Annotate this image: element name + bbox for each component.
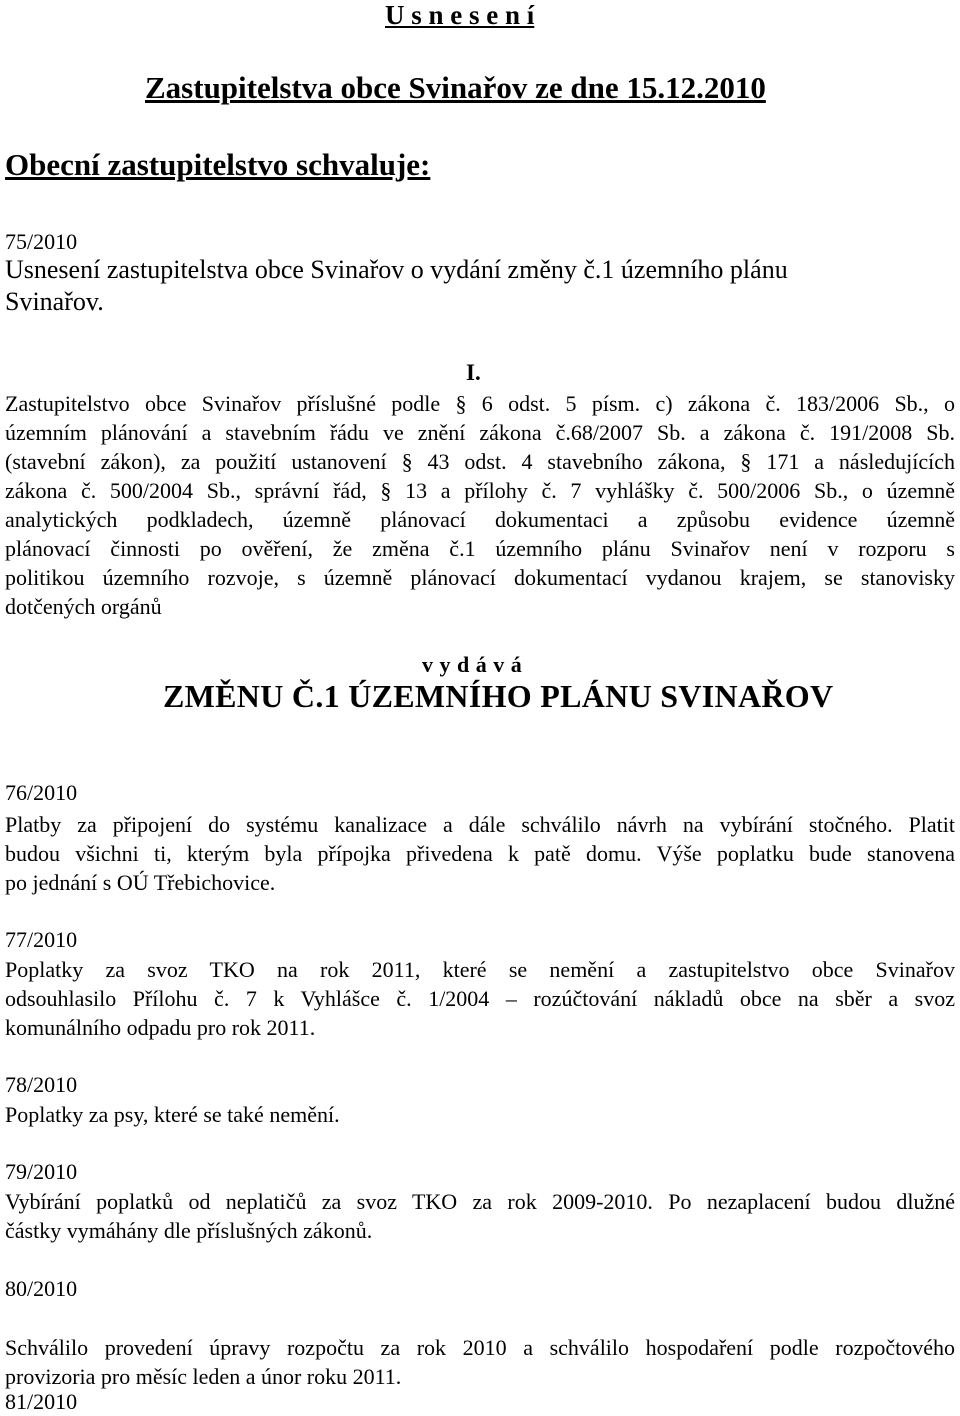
resolution-number-80: 80/2010 xyxy=(5,1276,78,1301)
resolution-75-heading-line1: Usnesení zastupitelstva obce Svinařov o vydání změny č.1 územního plánu xyxy=(5,255,788,284)
resolution-76-line: budou všichni ti, kterým byla přípojka přivedena k patě domu. Výše poplatku bude stanovena xyxy=(5,841,955,866)
roman-numeral: I. xyxy=(466,360,481,385)
resolution-75-line: politikou územního rozvoje, s územně plánovací dokumentací vydanou krajem, se stanovisky xyxy=(5,565,955,590)
resolution-77-line: odsouhlasilo Přílohu č. 7 k Vyhlášce č. 1/2004 – rozúčtování nákladů obce na sběr a svoz xyxy=(5,986,955,1011)
resolution-number-77: 77/2010 xyxy=(5,927,78,952)
resolution-75-line: analytických podkladech, územně plánovací dokumentaci a způsobu evidence územně xyxy=(5,507,955,532)
resolution-75-line: územním plánování a stavebním řádu ve znění zákona č.68/2007 Sb. a zákona č. 191/2008 Sb. xyxy=(5,420,955,445)
issues-label: v y d á v á xyxy=(422,652,523,677)
resolution-77-line: Poplatky za svoz TKO na rok 2011, které se nemění a zastupitelstvo obce Svinařov xyxy=(5,957,955,982)
resolution-76-line: po jednání s OÚ Třebichovice. xyxy=(5,870,276,895)
resolution-79-line: Vybírání poplatků od neplatičů za svoz TKO za rok 2009-2010. Po nezaplacení budou dlužné xyxy=(5,1189,955,1214)
resolution-77-line: komunálního odpadu pro rok 2011. xyxy=(5,1015,316,1040)
resolution-number-81: 81/2010 xyxy=(5,1389,78,1414)
resolution-75-line: plánovací činnosti po ověření, že změna č.1 územního plánu Svinařov není v rozporu s xyxy=(5,536,955,561)
resolution-80-line: provizoria pro měsíc leden a únor roku 2011. xyxy=(5,1364,402,1389)
resolution-number-78: 78/2010 xyxy=(5,1072,78,1097)
resolution-75-line: Zastupitelstvo obce Svinařov příslušné podle § 6 odst. 5 písm. c) zákona č. 183/2006 Sb., o xyxy=(5,391,955,416)
resolution-75-line: dotčených orgánů xyxy=(5,594,162,619)
resolution-76-line: Platby za připojení do systému kanalizace a dále schválilo návrh na vybírání stočného. Platit xyxy=(5,812,955,837)
section-heading: Obecní zastupitelstvo schvaluje: xyxy=(5,147,431,182)
resolution-80-line: Schválilo provedení úpravy rozpočtu za rok 2010 a schválilo hospodaření podle rozpočtového xyxy=(5,1335,955,1360)
document-title: U s n e s e n í xyxy=(385,0,535,30)
resolution-number-79: 79/2010 xyxy=(5,1159,78,1184)
resolution-75-line: zákona č. 500/2004 Sb., správní řád, § 13 a přílohy č. 7 vyhlášky č. 500/2006 Sb., o územně xyxy=(5,478,955,503)
resolution-75-heading-line2: Svinařov. xyxy=(5,287,104,316)
resolution-number-75: 75/2010 xyxy=(5,229,78,254)
document-subtitle: Zastupitelstva obce Svinařov ze dne 15.12.2010 xyxy=(145,70,766,105)
resolution-number-76: 76/2010 xyxy=(5,780,78,805)
resolution-78-line: Poplatky za psy, které se také nemění. xyxy=(5,1102,340,1127)
resolution-79-line: částky vymáhány dle příslušných zákonů. xyxy=(5,1218,373,1243)
plan-change-title: ZMĚNU Č.1 ÚZEMNÍHO PLÁNU SVINAŘOV xyxy=(163,678,834,714)
resolution-75-line: (stavební zákon), za použití ustanovení § 43 odst. 4 stavebního zákona, § 171 a následujících xyxy=(5,449,955,474)
